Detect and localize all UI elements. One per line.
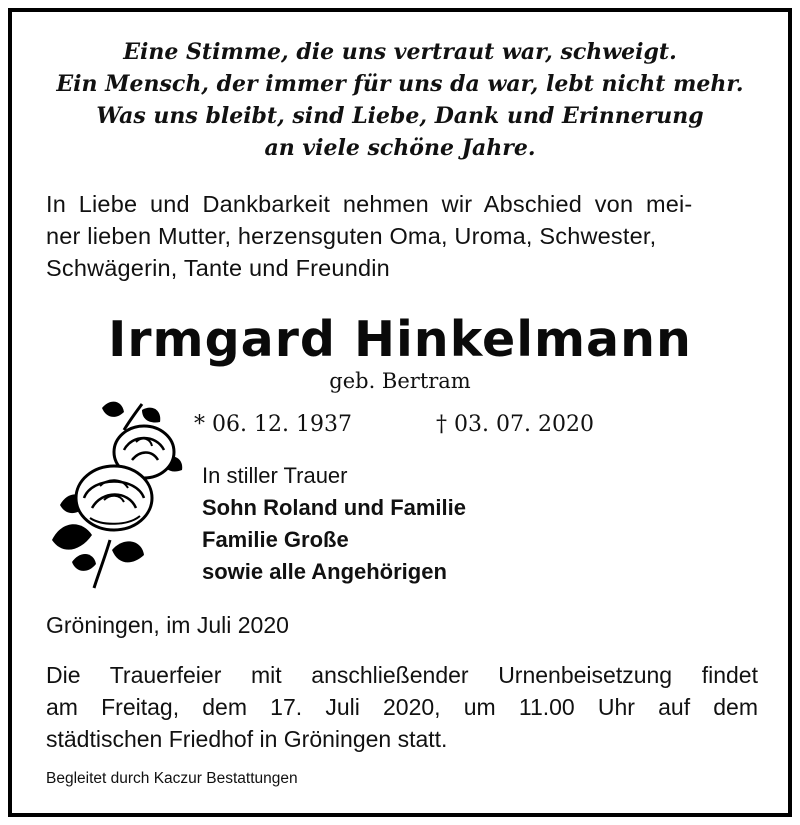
intro-line: ner lieben Mutter, herzensguten Oma, Uroma, Schwester, — [46, 223, 657, 249]
place-date: Gröningen, im Juli 2020 — [46, 612, 289, 638]
mourners-block — [202, 460, 466, 588]
intro-text — [46, 188, 746, 284]
undertaker-credit: Begleitet durch Kaczur Bestattungen — [46, 770, 298, 787]
poem-line: Was uns bleibt, sind Liebe, Dank und Erinnerung — [96, 103, 704, 129]
poem-line: Ein Mensch, der immer für uns da war, lebt nicht mehr. — [56, 71, 744, 97]
funeral-line: am Freitag, dem 17. Juli 2020, um 11.00 Uhr auf dem — [46, 694, 758, 720]
mourner-line: Sohn Roland und Familie — [202, 495, 466, 520]
death-date: † 03. 07. 2020 — [436, 412, 594, 437]
deceased-name: Irmgard Hinkelmann — [108, 311, 692, 368]
intro-line: Schwägerin, Tante und Freundin — [46, 255, 390, 281]
mourners-intro: In stiller Trauer — [202, 463, 348, 488]
maiden-name: geb. Bertram — [329, 369, 471, 393]
birth-date: * 06. 12. 1937 — [194, 412, 352, 437]
poem-line: Eine Stimme, die uns vertraut war, schweigt. — [123, 39, 677, 65]
funeral-line: städtischen Friedhof in Gröningen statt. — [46, 726, 448, 752]
mourner-line: Familie Große — [202, 527, 349, 552]
rose-icon — [32, 390, 192, 590]
funeral-info — [46, 659, 758, 755]
memorial-poem — [12, 36, 788, 164]
obituary-notice — [8, 8, 792, 817]
mourner-line: sowie alle Angehörigen — [202, 559, 447, 584]
funeral-line: Die Trauerfeier mit anschließender Urnenbeisetzung findet — [46, 662, 758, 688]
intro-line: In Liebe und Dankbarkeit nehmen wir Abschied von mei- — [46, 191, 693, 217]
poem-line: an viele schöne Jahre. — [264, 135, 536, 161]
